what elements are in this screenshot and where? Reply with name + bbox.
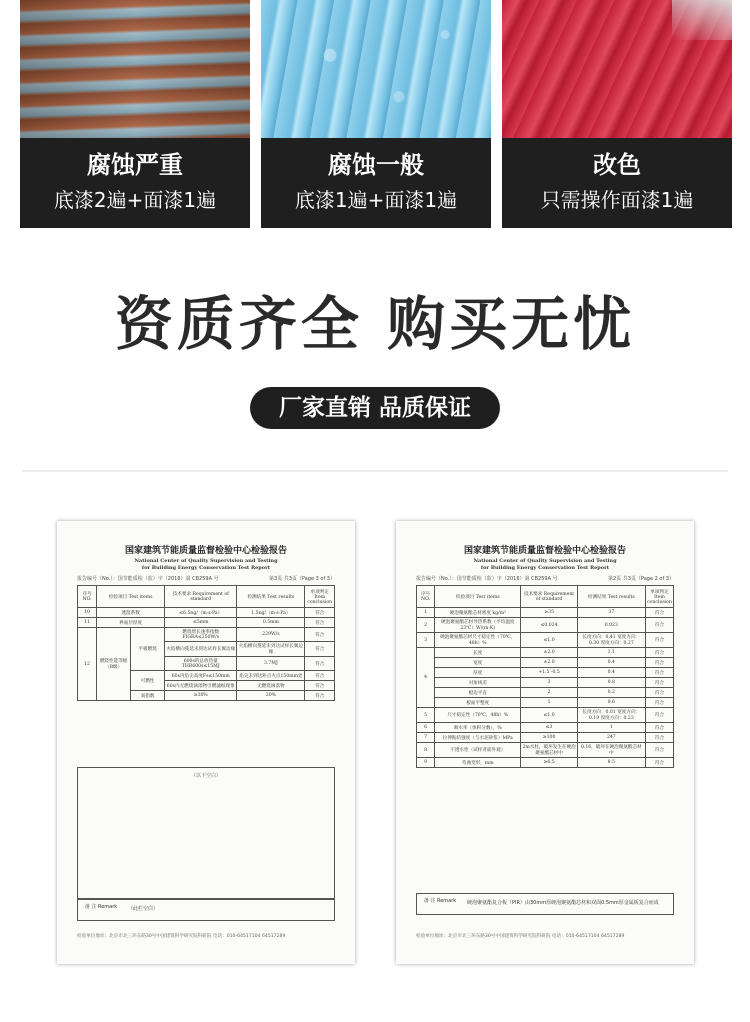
table-row: 火焰横向蔓延未到达试样长翼边缘 火焰横向蔓延未到达试样长翼边缘 符合 [78,642,335,657]
card-subtitle: 底漆2遍+面漆1遍 [53,188,217,212]
table-row: 板面平整度 1 0.6 符合 [417,698,674,708]
table-row: 8 不透水性（试样背面外观） 2m水柱，破坏发生在硬泡聚氨酯芯材中 0.16，破坏在硬泡聚氨酯芯材中 符合 [417,743,674,758]
table-header: 序号 NO. [417,586,435,608]
table-row: 3 硬泡聚氨酯芯材尺寸稳定性（70℃，48h）% ≤1.0 长度方向：0.41 宽度方向：0.30 厚度方向：0.27 符合 [417,633,674,648]
report-title-en: National Center of Quality Supervision and Testing [134,558,278,564]
table-header: 单项判定 Item conclusion [645,586,673,608]
divider [22,470,728,472]
table-header: 技术要求 Requirement of standard [521,586,577,608]
table-row: 厚度 +1.5 -0.5 0.4 符合 [417,668,674,678]
table-header: 检测结果 Test results [577,586,645,608]
table-header: 检测结果 Test results [237,586,305,608]
report-meta [416,575,674,582]
rusted-roof-photo [20,0,250,138]
remark-row [416,893,674,915]
table-row: 12 燃烧性能等级（B级） 平板燃烧 燃烧增长速率指数FIGRA≤250W/s 229W/s 符合 [78,628,335,642]
card-title: 改色 [593,151,641,179]
table-row: 板边平直 2 0.2 符合 [417,688,674,698]
report-number: 报告编号（No.）：国节能质检（监）字（2016）第 CB259A 号 [77,576,219,582]
table-row: 6 吸水率（体积分数），% ≤3 1 符合 [417,723,674,733]
table-header: 技术要求 Requirement of standard [165,586,237,608]
report-number: 报告编号（No.）：国节能质检（监）字（2016）第 CB259A 号 [416,576,558,582]
table-row: 600s的总放热量THR600s≤15MJ 3.7MJ 符合 [78,657,335,671]
card-moderate-corrosion [261,0,491,228]
badge: 厂家直销 品质保证 [250,387,500,429]
test-report-page-2 [396,521,694,964]
table-header: 单项判定 Item conclusion [305,586,335,608]
table-header: 序号 NO. [78,586,97,608]
card-subtitle: 底漆1遍+面漆1遍 [294,188,458,212]
report-footer: 检验单位地址：北京市北三环东路30号中国建筑科学研究院科研院 电话：010-64517104 64517289 [77,934,286,939]
table-row: 氧指数 ≥30% 30% 符合 [78,691,335,701]
card-subtitle: 只需操作面漆1遍 [540,188,694,212]
table-row: 4 长度 ±2.0 1.1 符合 [417,648,674,658]
table-row: 10 透湿系数 ≤6.5ng/（m·s·Pa） 1.5ng/（m·s·Pa） 符合 [78,608,335,618]
report-meta [77,575,335,582]
card-title: 腐蚀一般 [328,151,424,179]
card-caption [20,138,250,228]
card-caption [502,138,732,228]
report-footer: 检验单位地址：北京市北三环东路30号中国建筑科学研究院科研院 电话：010-64517104 64517289 [416,934,625,939]
report-title-en: for Building Energy Conservation Test Report [141,565,271,571]
table-row: 9 弯曲变形，mm ≥6.5 8.5 符合 [417,758,674,768]
table-row: 11 界面层厚度 ≤5mm 0.5mm 符合 [78,618,335,628]
card-title: 腐蚀严重 [87,151,183,179]
remark-text: （此栏空白） [128,906,159,912]
blank-note: （以下空白） [190,773,221,779]
report-title-en: National Center of Quality Supervision and Testing [473,558,617,564]
report-title-en: for Building Energy Conservation Test Report [480,565,610,571]
table-row: 1 硬泡聚氨酯芯材密度 kg/m³ ≥35 37 符合 [417,608,674,618]
report-title-cn: 国家建筑节能质量监督检验中心检验报告 [463,546,626,556]
test-report-page-3 [57,521,355,964]
table-header: 检验项目 Test items [97,586,165,608]
table-row: 可燃性 60s内焰尖高度Fs≤150mm 焰尖未到达距点火点150mm处 符合 [78,671,335,681]
product-cards [20,0,732,228]
page-number: 第3页 共3页（Page 3 of 3） [268,576,335,582]
report-title-cn: 国家建筑节能质量监督检验中心检验报告 [124,546,287,556]
report-table [416,585,674,768]
blank-area [77,767,335,899]
table-row: 60s内无燃烧滴落物引燃滤纸现象 无燃烧滴落物 符合 [78,681,335,691]
remark-row [77,899,335,921]
table-row: 7 拉伸粘结强度（与水泥砂浆）MPa ≥100 247 符合 [417,733,674,743]
page-number: 第2页 共3页（Page 2 of 3） [607,576,674,582]
table-row: 宽度 ±2.0 0.4 符合 [417,658,674,668]
table-header: 检验项目 Test items [435,586,521,608]
headline: 资质齐全 购买无忧 [114,290,636,358]
card-caption [261,138,491,228]
blue-roof-photo [261,0,491,138]
table-row: 2 硬泡聚氨酯芯材导热系数（平均温度23℃）W/(m·K) ≤0.024 0.023 符合 [417,618,674,633]
table-row: 对角线差 3 0.8 符合 [417,678,674,688]
remark-label: 备 注 Remark [84,904,118,910]
remark-label: 备 注 Remark [423,898,457,904]
card-severe-corrosion [20,0,250,228]
table-row: 5 尺寸稳定性（70℃，48h）% ≤1.0 长度方向：0.01 宽度方向：0.19 厚度方向：0.23 符合 [417,708,674,723]
report-table [77,585,335,701]
remark-text: 硬泡聚氨酯复合板（PIR）由30mm厚硬泡聚氨酯芯材和双面0.5mm厚金属板复合而成 [467,900,659,906]
card-recolor [502,0,732,228]
red-roof-photo [502,0,732,138]
